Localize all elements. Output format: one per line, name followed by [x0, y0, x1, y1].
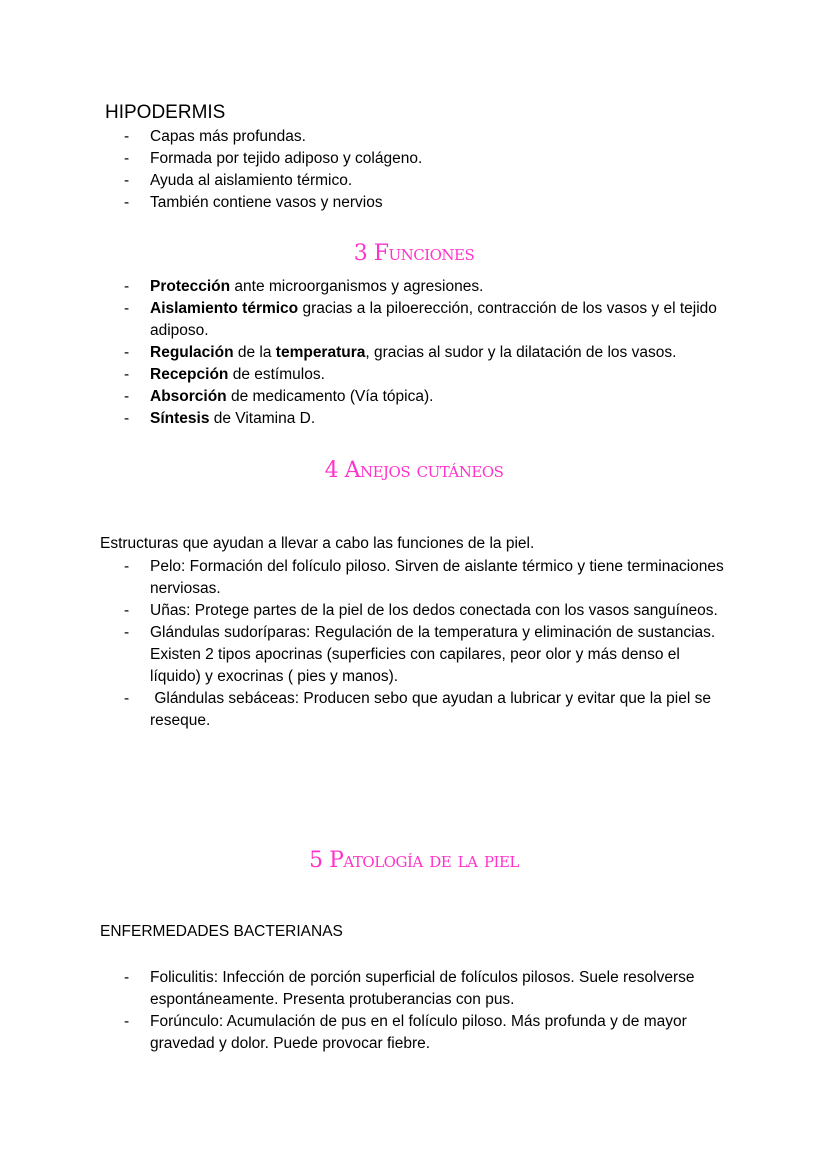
bullet-dash: -	[124, 558, 130, 575]
list-item: - Aislamiento térmico gracias a la piloerección, contracción de los vasos y el tejido adiposo.	[124, 300, 717, 339]
bullet-dash: -	[124, 128, 130, 145]
list-item: - Formada por tejido adiposo y colágeno.	[124, 148, 724, 170]
bullet-dash: -	[124, 624, 130, 641]
anejos-list	[124, 556, 724, 732]
list-item: - Glándulas sudoríparas: Regulación de la temperatura y eliminación de sustancias. Existen 2 tipos apocrinas (superficies con capilares, peor olor y más denso el líquido) y exocrinas ( pies y manos).	[124, 624, 716, 685]
list-item: - Pelo: Formación del folículo piloso. Sirven de aislante térmico y tiene terminaciones nerviosas.	[124, 558, 724, 597]
list-item: - Forúnculo: Acumulación de pus en el folículo piloso. Más profunda y de mayor gravedad y dolor. Puede provocar fiebre.	[124, 1013, 687, 1052]
list-item: - Capas más profundas.	[124, 126, 724, 148]
bullet-dash: -	[124, 278, 130, 295]
list-item: - Absorción de medicamento (Vía tópica).	[124, 386, 724, 408]
funciones-heading: 3 Funciones	[353, 241, 475, 266]
bullet-dash: -	[124, 194, 130, 211]
bullet-dash: -	[124, 172, 130, 189]
funciones-list	[124, 276, 724, 430]
list-item: - Síntesis de Vitamina D.	[124, 408, 724, 430]
bullet-dash: -	[124, 602, 130, 619]
hipodermis-heading: HIPODERMIS	[105, 102, 226, 123]
bullet-dash: -	[124, 969, 130, 986]
bullet-dash: -	[124, 366, 130, 383]
bullet-dash: -	[124, 344, 130, 361]
patologia-heading: 5 Patología de la piel	[309, 848, 519, 873]
bullet-dash: -	[124, 690, 130, 707]
bacterianas-subheading: ENFERMEDADES BACTERIANAS	[100, 923, 343, 940]
anejos-intro: Estructuras que ayudan a llevar a cabo las funciones de la piel.	[100, 535, 535, 552]
bullet-dash: -	[124, 1013, 130, 1030]
bullet-dash: -	[124, 388, 130, 405]
list-item: - Regulación de la temperatura, gracias al sudor y la dilatación de los vasos.	[124, 342, 724, 364]
list-item: - Ayuda al aislamiento térmico.	[124, 170, 724, 192]
list-item: - Recepción de estímulos.	[124, 364, 724, 386]
hipodermis-list	[124, 126, 724, 214]
list-item: - Glándulas sebáceas: Producen sebo que ayudan a lubricar y evitar que la piel se reseque.	[124, 690, 716, 729]
list-item: - Uñas: Protege partes de la piel de los dedos conectada con los vasos sanguíneos.	[124, 600, 724, 622]
list-item: - Foliculitis: Infección de porción superficial de folículos pilosos. Suele resolverse espontáneamente. Presenta protuberancias con pus.	[124, 969, 695, 1008]
list-item: - Protección ante microorganismos y agresiones.	[124, 276, 724, 298]
list-item: - También contiene vasos y nervios	[124, 192, 724, 214]
anejos-heading: 4 Anejos cutáneos	[324, 458, 504, 483]
bullet-dash: -	[124, 150, 130, 167]
bullet-dash: -	[124, 410, 130, 427]
patologia-list	[124, 967, 724, 1055]
bullet-dash: -	[124, 300, 130, 317]
